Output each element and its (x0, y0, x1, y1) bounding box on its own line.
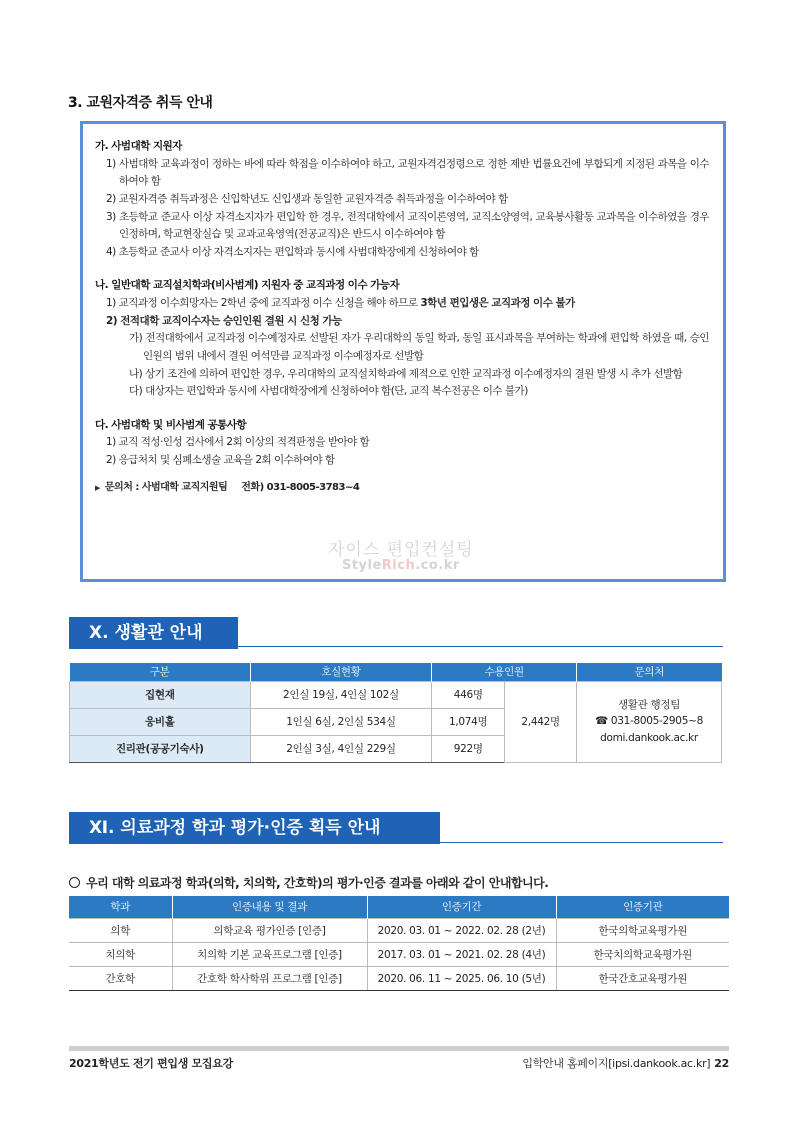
na-item-1 (95, 295, 709, 313)
triangle-bullet-icon: ▶ (95, 483, 100, 492)
da-item-1: 1) 교직 적성·인성 검사에서 2회 이상의 적격판정을 받아야 함 (106, 436, 370, 449)
dorm-rooms: 2인실 3실, 4인실 229실 (250, 735, 432, 762)
teacher-certificate-box (80, 121, 726, 582)
accred-header-content: 인증내용 및 결과 (172, 896, 367, 918)
dorm-name: 진리관(공공기숙사) (70, 735, 251, 762)
dormitory-table (69, 663, 722, 763)
contact-label: 문의처 : 사범대학 교직지원팀 (104, 481, 228, 493)
dorm-rooms: 2인실 19실, 4인실 102실 (250, 681, 432, 708)
watermark-rich: Rich (381, 558, 416, 573)
na-subitem-2: 나) 상기 조건에 의하여 편입한 경우, 우리대학의 교직설치학과에 제적으로 인한 교직과정 이수예정자의 결원 발생 시 추가 선발함 (129, 367, 683, 380)
dorm-capacity: 1,074명 (432, 708, 505, 735)
dorm-capacity: 446명 (432, 681, 505, 708)
accreditation-table (69, 896, 729, 991)
accred-period: 2017. 03. 01 ~ 2021. 02. 28 (4년) (367, 942, 556, 966)
ga-item-1: 1) 사범대학 교육과정이 정하는 바에 따라 학점을 이수하여야 하고, 교원자격검정령으로 정한 제반 법률요건에 부합되게 지정된 과목을 이수하여야 함 (106, 157, 709, 188)
accred-agency: 한국간호교육평가원 (556, 966, 729, 990)
na-item-1-bold: 3학년 편입생은 교직과정 이수 불가 (420, 297, 575, 309)
na-item-1-text: 1) 교직과정 이수희망자는 2학년 중에 교직과정 이수 신청을 해야 하므로 (106, 297, 421, 309)
dorm-header-type: 구분 (70, 663, 251, 681)
accred-dept: 간호학 (69, 966, 172, 990)
footer-divider (69, 1046, 729, 1051)
dorm-contact-phone: ☎ 031-8005-2905~8 (595, 715, 703, 728)
watermark-line1: 자이스 편입컨설팅 (328, 540, 474, 560)
page-number: 22 (714, 1057, 729, 1070)
ga-item-4: 4) 초등학교 준교사 이상 자격소지자는 편입학과 동시에 사범대학장에게 신청하여야 함 (106, 245, 479, 258)
na-heading: 나. 일반대학 교직설치학과(비사범계) 지원자 중 교직과정 이수 가능자 (95, 279, 400, 292)
watermark-style: Style (341, 558, 382, 573)
table-row (69, 966, 729, 990)
accred-content: 간호학 학사학위 프로그램 [인증] (172, 966, 367, 990)
ga-item-2: 2) 교원자격증 취득과정은 신입학년도 신입생과 동일한 교원자격증 취득과정을 이수하여야 함 (106, 192, 508, 205)
ga-item-3: 3) 초등학교 준교사 이상 자격소지자가 편입학 한 경우, 전적대학에서 교직이론영역, 교직소양영역, 교육봉사활동 교과목을 이수하였을 경우 인정하며, 학교현장실습 및 교과교육영역(전공교직)은 반드시 이수하여야 함 (106, 210, 709, 241)
section11-intro (69, 874, 548, 891)
na-subitem-1: 가) 전적대학에서 교직과정 이수예정자로 선발된 자가 우리대학의 동일 학과, 동일 표시과목을 부여하는 학과에 편입학 하였을 때, 승인 인원의 범위 내에서 결원 여석만큼 교직과정 이수예정자로 선발함 (129, 332, 709, 362)
table-row (69, 942, 729, 966)
circle-bullet-icon (69, 877, 80, 888)
dorm-contact-office: 생활관 행정팀 (617, 699, 681, 712)
accred-agency: 한국치의학교육평가원 (556, 942, 729, 966)
section11-rule (440, 842, 723, 843)
dorm-total-capacity: 2,442명 (505, 681, 577, 762)
accred-dept: 의학 (69, 918, 172, 942)
watermark-domain: .co.kr (415, 558, 460, 573)
footer-title: 2021학년도 전기 편입생 모집요강 (69, 1057, 233, 1070)
accred-period: 2020. 03. 01 ~ 2022. 02. 28 (2년) (367, 918, 556, 942)
section10-title: Ⅹ. 생활관 안내 (69, 617, 238, 649)
accred-period: 2020. 06. 11 ~ 2025. 06. 10 (5년) (367, 966, 556, 990)
table-row (70, 681, 722, 708)
dorm-contact (577, 681, 722, 762)
dorm-name: 집현재 (70, 681, 251, 708)
accred-content: 치의학 기본 교육프로그램 [인증] (172, 942, 367, 966)
footer-homepage: 입학안내 홈페이지[ipsi.dankook.ac.kr] (522, 1057, 711, 1070)
contact-phone: 전화) 031-8005-3783~4 (241, 481, 360, 493)
da-item-2: 2) 응급처치 및 심폐소생술 교육을 2회 이수하여야 함 (106, 454, 335, 466)
dorm-contact-web: domi.dankook.ac.kr (600, 731, 698, 744)
dorm-header-capacity: 수용인원 (432, 663, 577, 681)
accred-header-dept: 학과 (69, 896, 172, 918)
da-heading: 다. 사범대학 및 비사범계 공통사항 (95, 418, 247, 431)
section3-title: 3. 교원자격증 취득 안내 (68, 95, 213, 111)
accred-header-period: 인증기간 (367, 896, 556, 918)
dorm-header-contact: 문의처 (577, 663, 722, 681)
accred-agency: 한국의학교육평가원 (556, 918, 729, 942)
dorm-rooms: 1인실 6실, 2인실 534실 (250, 708, 432, 735)
na-item-2: 2) 전적대학 교직이수자는 승인인원 결원 시 신청 가능 (106, 314, 342, 327)
ga-heading: 가. 사범대학 지원자 (95, 140, 182, 152)
dorm-capacity: 922명 (432, 735, 505, 762)
na-subitem-3: 다) 대상자는 편입학과 동시에 사범대학장에게 신청하여야 함(단, 교직 복수전공은 이수 불가) (129, 385, 528, 398)
accred-header-agency: 인증기관 (556, 896, 729, 918)
section11-intro-text: 우리 대학 의료과정 학과(의학, 치의학, 간호학)의 평가·인증 결과를 아래와 같이 안내합니다. (86, 876, 549, 890)
section10-rule (238, 646, 723, 647)
table-row (69, 918, 729, 942)
accred-content: 의학교육 평가인증 [인증] (172, 918, 367, 942)
section11-title: Ⅺ. 의료과정 학과 평가·인증 획득 안내 (69, 812, 440, 844)
accred-dept: 치의학 (69, 942, 172, 966)
dorm-header-rooms: 호실현황 (250, 663, 432, 681)
dorm-name: 웅비홀 (70, 708, 251, 735)
footer-right (522, 1055, 729, 1071)
contact-line (95, 480, 709, 497)
